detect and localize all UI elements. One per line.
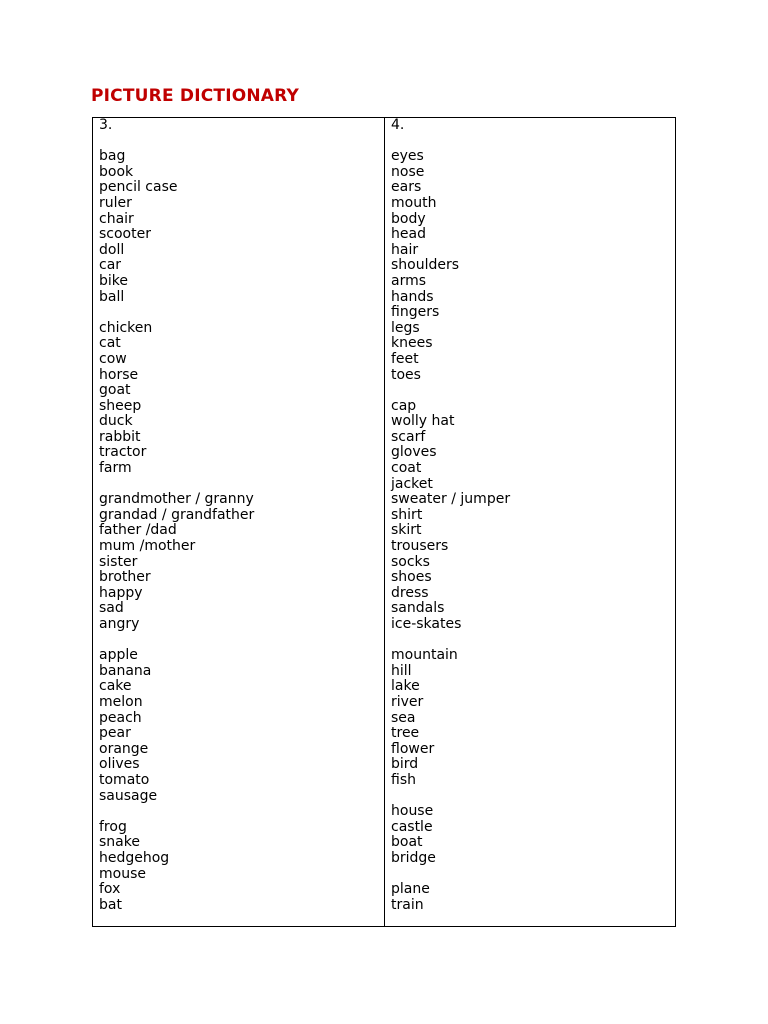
word-item: dress <box>391 584 429 601</box>
word-item: brother <box>99 569 151 586</box>
word-item: ears <box>391 179 422 196</box>
group-spacer <box>391 134 675 150</box>
word-item: peach <box>99 709 142 726</box>
word-item: wolly hat <box>391 413 455 430</box>
word-item: shoulders <box>391 257 460 274</box>
word-item: coat <box>391 460 422 477</box>
word-item: duck <box>99 413 133 430</box>
word-item: cat <box>99 335 121 352</box>
word-item: chair <box>99 210 134 227</box>
word-item: happy <box>99 584 143 601</box>
word-item: sad <box>99 600 124 617</box>
word-item: castle <box>391 818 433 835</box>
word-item: sweater / jumper <box>391 491 511 508</box>
word-item: bag <box>99 148 126 165</box>
word-item: socks <box>391 553 430 570</box>
page-title: PICTURE DICTIONARY <box>91 86 300 106</box>
word-item: trousers <box>391 538 449 555</box>
group-spacer <box>99 134 384 150</box>
word-item: hair <box>391 241 419 258</box>
word-item: feet <box>391 350 419 367</box>
word-item: father /dad <box>99 522 177 539</box>
word-item: fingers <box>391 304 440 321</box>
vocabulary-table <box>92 117 676 927</box>
word-item: frog <box>99 818 127 835</box>
word-item: rabbit <box>99 428 141 445</box>
word-item: lake <box>391 678 420 695</box>
word-item: pencil case <box>99 179 178 196</box>
word-item: apple <box>99 647 138 664</box>
column-number: 3. <box>99 117 113 133</box>
word-item: scooter <box>99 226 151 243</box>
column-3 <box>93 118 384 926</box>
word-item: gloves <box>391 444 437 461</box>
word-item: skirt <box>391 522 422 539</box>
word-item: bat <box>99 896 122 913</box>
word-item: ruler <box>99 194 132 211</box>
word-item: hill <box>391 662 412 679</box>
group-spacer <box>99 305 384 321</box>
word-item: nose <box>391 163 425 180</box>
word-item: ball <box>99 288 125 305</box>
word-item: plane <box>391 881 430 898</box>
group-spacer <box>99 477 384 493</box>
group-spacer <box>391 633 675 649</box>
word-item: legs <box>391 319 420 336</box>
word-item: arms <box>391 272 427 289</box>
word-item: goat <box>99 382 131 399</box>
column-number: 4. <box>391 117 405 133</box>
group-spacer <box>99 804 384 820</box>
word-item: farm <box>99 460 132 477</box>
word-item: train <box>391 896 424 913</box>
word-item: knees <box>391 335 433 352</box>
word-item: mouse <box>99 865 146 882</box>
word-item: house <box>391 803 434 820</box>
word-item: body <box>391 210 426 227</box>
word-item: flower <box>391 740 435 757</box>
word-item: head <box>391 226 426 243</box>
word-item: tree <box>391 725 420 742</box>
word-item: grandad / grandfather <box>99 506 255 523</box>
word-item: snake <box>99 834 140 851</box>
word-item: pear <box>99 725 131 742</box>
word-item: fish <box>391 771 416 788</box>
word-item: jacket <box>391 475 433 492</box>
word-item: tractor <box>99 444 147 461</box>
word-item: hedgehog <box>99 849 170 866</box>
word-item: shirt <box>391 506 423 523</box>
word-item: sister <box>99 553 138 570</box>
word-item: sausage <box>99 787 158 804</box>
word-item: chicken <box>99 319 153 336</box>
word-item: cow <box>99 350 127 367</box>
word-item: bird <box>391 756 419 773</box>
word-item: boat <box>391 834 423 851</box>
word-item: sandals <box>391 600 445 617</box>
word-item: horse <box>99 366 139 383</box>
word-item: mouth <box>391 194 437 211</box>
word-item: fox <box>99 881 121 898</box>
word-item: cake <box>99 678 132 695</box>
group-spacer <box>391 789 675 805</box>
word-item: eyes <box>391 148 424 165</box>
group-spacer <box>391 383 675 399</box>
word-item: mum /mother <box>99 538 196 555</box>
word-item: olives <box>99 756 140 773</box>
word-item: mountain <box>391 647 458 664</box>
word-item: hands <box>391 288 434 305</box>
word-item: book <box>99 163 134 180</box>
word-item: tomato <box>99 771 150 788</box>
word-item: cap <box>391 397 417 414</box>
word-item: banana <box>99 662 152 679</box>
word-item: orange <box>99 740 149 757</box>
column-4 <box>384 118 675 926</box>
group-spacer <box>391 867 675 883</box>
word-item: doll <box>99 241 125 258</box>
word-item: bike <box>99 272 128 289</box>
group-spacer <box>99 633 384 649</box>
word-item: grandmother / granny <box>99 491 254 508</box>
word-item: shoes <box>391 569 432 586</box>
word-item: sea <box>391 709 416 726</box>
word-item: toes <box>391 366 421 383</box>
word-item: scarf <box>391 428 426 445</box>
word-item: angry <box>99 616 140 632</box>
word-item: river <box>391 693 424 710</box>
word-item: ice-skates <box>391 616 462 632</box>
word-item: melon <box>99 693 143 710</box>
word-item: car <box>99 257 122 274</box>
word-item: bridge <box>391 849 436 866</box>
word-item: sheep <box>99 397 142 414</box>
